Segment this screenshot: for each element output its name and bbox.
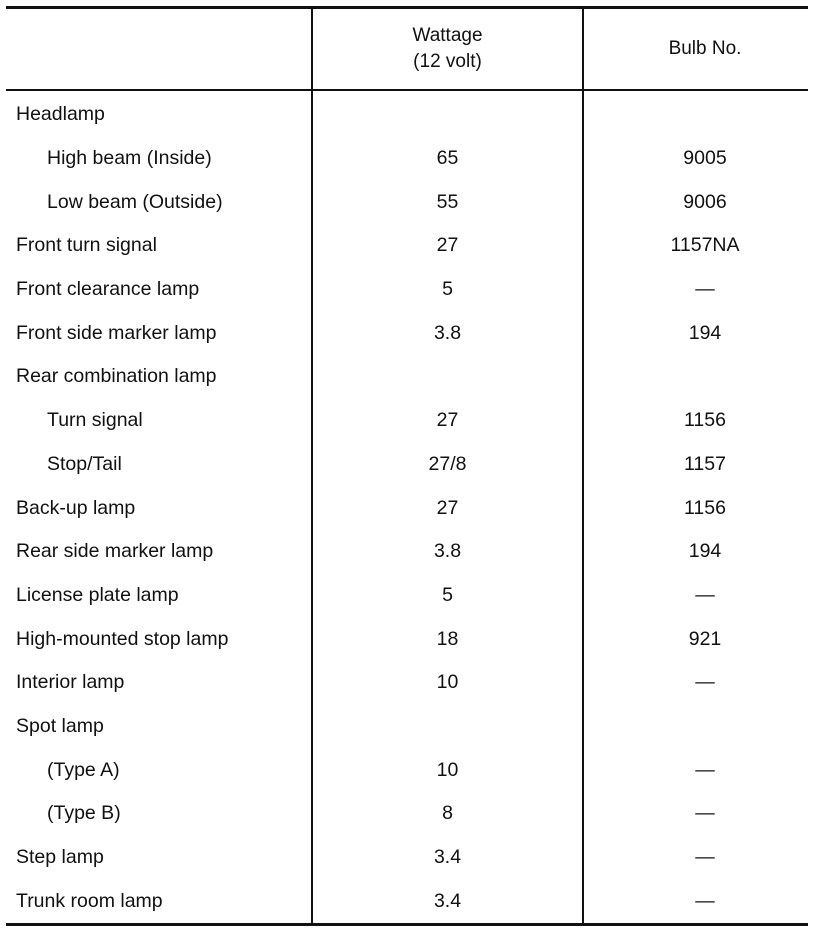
wattage-cell: 55 bbox=[312, 180, 583, 224]
bulb-number-cell: — bbox=[583, 879, 808, 924]
lamp-name-cell: Stop/Tail bbox=[47, 452, 122, 475]
table-row bbox=[6, 530, 808, 574]
lamp-name-cell: High-mounted stop lamp bbox=[16, 627, 229, 650]
bulb-number-cell bbox=[583, 90, 808, 137]
wattage-cell: 3.4 bbox=[312, 836, 583, 880]
table-row bbox=[6, 399, 808, 443]
table-row bbox=[6, 355, 808, 399]
wattage-cell bbox=[312, 705, 583, 749]
table-body bbox=[6, 90, 808, 925]
wattage-cell bbox=[312, 355, 583, 399]
wattage-cell: 18 bbox=[312, 617, 583, 661]
bulb-number-cell: — bbox=[583, 792, 808, 836]
wattage-cell: 3.4 bbox=[312, 879, 583, 924]
table-row bbox=[6, 180, 808, 224]
lamp-name-cell: Headlamp bbox=[16, 103, 105, 126]
table-row bbox=[6, 224, 808, 268]
lamp-name-cell: Trunk room lamp bbox=[16, 889, 163, 912]
bulb-number-cell: — bbox=[583, 748, 808, 792]
lamp-name-cell: Front side marker lamp bbox=[16, 321, 217, 344]
table-row bbox=[6, 137, 808, 181]
lamp-name-cell: Interior lamp bbox=[16, 671, 125, 694]
bulb-number-cell: 9006 bbox=[583, 180, 808, 224]
lamp-name-cell: Front turn signal bbox=[16, 234, 157, 257]
lamp-name-cell: Front clearance lamp bbox=[16, 278, 200, 301]
lamp-name-cell: Spot lamp bbox=[16, 714, 104, 737]
wattage-cell: 5 bbox=[312, 574, 583, 618]
table-row bbox=[6, 574, 808, 618]
lamp-name-cell: (Type B) bbox=[47, 802, 121, 825]
lamp-name-cell: High beam (Inside) bbox=[47, 147, 212, 170]
header-item bbox=[6, 8, 312, 91]
table-row bbox=[6, 792, 808, 836]
header-wattage-unit: (12 volt) bbox=[413, 51, 482, 72]
lamp-name-cell: Back-up lamp bbox=[16, 496, 136, 519]
table-row bbox=[6, 486, 808, 530]
bulb-number-cell: 1157 bbox=[583, 443, 808, 487]
lamp-name-cell: Step lamp bbox=[16, 846, 104, 869]
lamp-name-cell: Low beam (Outside) bbox=[47, 190, 223, 213]
wattage-cell: 10 bbox=[312, 661, 583, 705]
wattage-cell: 65 bbox=[312, 137, 583, 181]
wattage-cell: 10 bbox=[312, 748, 583, 792]
table-row bbox=[6, 836, 808, 880]
table-row bbox=[6, 661, 808, 705]
wattage-cell: 3.8 bbox=[312, 530, 583, 574]
wattage-cell bbox=[312, 90, 583, 137]
bulb-specification-table bbox=[6, 6, 808, 926]
bulb-number-cell: — bbox=[583, 268, 808, 312]
bulb-number-cell: 194 bbox=[583, 530, 808, 574]
lamp-name-cell: License plate lamp bbox=[16, 583, 179, 606]
table-row bbox=[6, 311, 808, 355]
bulb-number-cell bbox=[583, 705, 808, 749]
header-wattage bbox=[312, 8, 583, 91]
wattage-cell: 27 bbox=[312, 224, 583, 268]
bulb-number-cell: — bbox=[583, 574, 808, 618]
bulb-number-cell: 1157NA bbox=[583, 224, 808, 268]
bulb-number-cell: 1156 bbox=[583, 486, 808, 530]
lamp-name-cell: Rear combination lamp bbox=[16, 365, 217, 388]
table-row bbox=[6, 879, 808, 924]
wattage-cell: 5 bbox=[312, 268, 583, 312]
table-row bbox=[6, 268, 808, 312]
wattage-cell: 8 bbox=[312, 792, 583, 836]
table-row bbox=[6, 705, 808, 749]
bulb-number-cell: 9005 bbox=[583, 137, 808, 181]
table-row bbox=[6, 617, 808, 661]
bulb-number-cell: — bbox=[583, 836, 808, 880]
table-row bbox=[6, 443, 808, 487]
wattage-cell: 27/8 bbox=[312, 443, 583, 487]
bulb-number-cell: — bbox=[583, 661, 808, 705]
header-bulb-number: Bulb No. bbox=[583, 8, 808, 91]
table-row bbox=[6, 90, 808, 137]
lamp-name-cell: Rear side marker lamp bbox=[16, 540, 214, 563]
lamp-name-cell: (Type A) bbox=[47, 758, 120, 781]
bulb-number-cell bbox=[583, 355, 808, 399]
table-header bbox=[6, 8, 808, 91]
wattage-cell: 27 bbox=[312, 486, 583, 530]
header-row bbox=[6, 8, 808, 91]
wattage-cell: 27 bbox=[312, 399, 583, 443]
bulb-number-cell: 1156 bbox=[583, 399, 808, 443]
lamp-name-cell: Turn signal bbox=[47, 409, 143, 432]
bulb-number-cell: 921 bbox=[583, 617, 808, 661]
wattage-cell: 3.8 bbox=[312, 311, 583, 355]
bulb-number-cell: 194 bbox=[583, 311, 808, 355]
table-row bbox=[6, 748, 808, 792]
header-wattage-label: Wattage bbox=[412, 25, 483, 46]
